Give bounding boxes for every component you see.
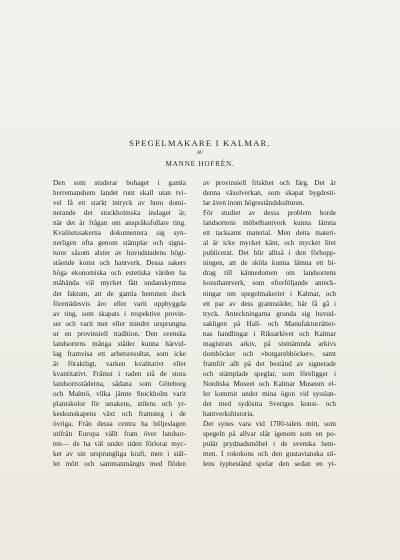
text-line: landsortens många städer kunna härvid- [53, 339, 186, 348]
text-line: spegeln på allvar slår igenom som en po- [203, 430, 336, 439]
text-line: Det synes vara vid 1700-talets mitt, som [203, 420, 336, 429]
text-line: Nordiska Museet och Kalmar Museum el- [203, 379, 336, 388]
text-line: nerande det stockholmska inslaget är, [53, 209, 186, 218]
text-line: det faktum, att de gamla hemmen dock [53, 289, 186, 298]
text-line: konsthantverk, som efterföljande anteck- [203, 279, 336, 288]
text-line: och Malmö, vilka jämte Stockholm varit [53, 389, 186, 398]
text-line: keskunskapens växt och framsteg i de [53, 410, 186, 419]
text-line: nas handlingar i Riksarkivet och Kalmar [203, 329, 336, 338]
text-line: men. I rokokons och den gustavianska sti- [203, 450, 336, 459]
text-line: domböcker och »borgarebböcker», samt [203, 349, 336, 358]
text-line: Den som studerar bohaget i gamla [53, 179, 186, 187]
text-line: al är icke mycket känt, och mycket litet [203, 239, 336, 248]
text-line: av ting, som skapats i respektive provin- [53, 309, 186, 318]
text-line: ler kommit under mina ögon vid sysslan- [203, 389, 336, 398]
text-line: vel få ett starkt intryck av huru domi- [53, 199, 186, 208]
text-line: framför allt på det bestånd av signerade [203, 359, 336, 368]
text-line: ten— de ha väl under tiden förlorat myc- [53, 440, 186, 449]
text-line: av provinsiell friskhet och färg. Det är [203, 179, 336, 187]
text-line: ser och varit mer eller mindre ursprungna [53, 319, 186, 328]
text-line: ett tacksamt material. Men detta materi- [203, 229, 336, 238]
text-line: herremanshem landet runt skall utan tvi- [53, 189, 186, 198]
text-line: För studiet av dessa problem borde [203, 209, 336, 218]
article-author: MANNE HOFRÉN. [165, 160, 235, 168]
text-line: turer såsom alster av huvudstadens högt- [53, 249, 186, 258]
text-line: ningar om spegelmakeriet i Kalmar, och [203, 289, 336, 298]
article-title: SPEGELMAKARE I KALMAR. [129, 138, 271, 148]
text-line: är föraktligt, varken kvalitativt eller [53, 359, 186, 368]
byline-prefix: AV [196, 151, 204, 156]
text-line: när det är frågan om anspråksfullare ting. [53, 219, 186, 228]
text-line: magistrats arkiv, på sistnämnda arkivs [203, 339, 336, 348]
text-line: let mött och sammanmängts med flöden [53, 460, 186, 469]
text-line: ett par av dess grannstäder, här få gå i [203, 299, 336, 308]
text-line: lag framvisa ett arbetsresultat, som icke [53, 349, 186, 358]
text-column-right [203, 178, 336, 469]
text-line: och stämplade speglar, som föreligger i [203, 369, 336, 378]
text-line: ur en provinsiell tradition. Den svenska [53, 329, 186, 338]
text-line: företrädesvis äro eller varit uppbyggda [53, 299, 186, 308]
text-line: måhända väl mycket fått undanskymma [53, 279, 186, 288]
text-line: stående konst och hantverk. Dessa sakers [53, 259, 186, 268]
text-line: det med sydöstra Sveriges konst- och [203, 400, 336, 409]
text-line: övriga. Från dessa centra ha böljeslagen [53, 420, 186, 429]
text-line: ket av sin ursprungliga kraft, men i stäl- [53, 450, 186, 459]
text-line: utifrån Europa vällt fram över landsor- [53, 430, 186, 439]
text-line: höga ekonomiska och estetiska värden ha [53, 269, 186, 278]
text-line: drag till kännedomen om landsortens [203, 269, 336, 278]
text-column-left [53, 178, 186, 469]
text-line: landsortsstäderna, sådana som Göteborg [53, 379, 186, 388]
text-line: pulär prydnadsmöbel i de svenska hem- [203, 440, 336, 449]
text-line: nerligen ofta genom stämplar och signa- [53, 239, 186, 248]
text-line: kvantitativt. Främst i raden stå de stora [53, 369, 186, 378]
text-line: tryck. Anteckningarna grunda sig huvud- [203, 309, 336, 318]
text-line: lar även inom högreståndskulturen. [203, 199, 305, 208]
text-line: denna växelverkan, som skapat bygdesti- [203, 189, 336, 198]
text-line: landsortens möbelhantverk kunna lämna [203, 219, 336, 228]
text-line: sakligen på Hall- och Manufakturrätter- [203, 319, 336, 328]
text-line: lens typbestånd spelar den sedan en yt- [203, 460, 336, 469]
text-line: ningen, att de sköla kunna lämna ett bi- [203, 259, 336, 268]
text-line: hantverkshistoria. [203, 410, 255, 419]
text-line: publicerat. Det blir alltså i den förhopp- [203, 249, 336, 258]
text-line: Kvalitetssakerna dokumentera sig syn- [53, 229, 186, 238]
text-line: plantskolor för smakens, stilens och yr- [53, 400, 186, 409]
